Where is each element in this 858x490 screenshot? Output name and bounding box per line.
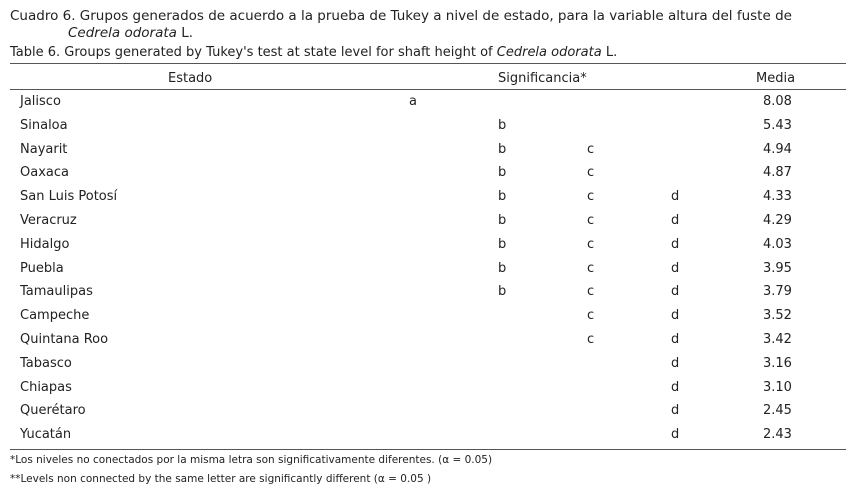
table-bottom-rule — [10, 449, 846, 450]
row-media: 2.43 — [763, 427, 792, 443]
row-group-d: d — [671, 260, 680, 276]
row-group-d: d — [671, 379, 680, 395]
caption-english-species: Cedrela odorata — [496, 45, 602, 60]
row-group-d: d — [671, 213, 680, 228]
row-estado: Sinaloa — [20, 117, 68, 133]
row-estado: Chiapas — [20, 379, 72, 395]
row-media: 3.16 — [763, 355, 792, 371]
row-group-b: b — [498, 213, 507, 228]
row-group-c: c — [587, 260, 595, 276]
row-group-d: d — [671, 284, 680, 300]
row-group-c: c — [587, 213, 595, 228]
caption-spanish — [10, 8, 848, 42]
row-media: 3.52 — [763, 308, 792, 324]
header-significancia: Significancia* — [498, 71, 587, 86]
row-media: 4.94 — [763, 141, 792, 157]
header-bottom-rule — [10, 89, 846, 90]
row-group-b: b — [498, 189, 507, 205]
row-media: 3.95 — [763, 260, 792, 276]
row-group-c: c — [587, 236, 595, 252]
row-estado: Oaxaca — [20, 165, 69, 181]
caption-english-prefix: Table 6. Groups generated by Tukey's test at state level for shaft height of — [10, 45, 497, 60]
row-group-b: b — [498, 141, 507, 157]
row-group-b: b — [498, 117, 507, 133]
caption-english — [10, 45, 617, 61]
row-group-c: c — [587, 165, 595, 181]
row-media: 4.29 — [763, 213, 792, 228]
row-media: 4.03 — [763, 236, 792, 252]
row-group-a: a — [409, 94, 417, 109]
row-group-d: d — [671, 427, 680, 443]
row-estado: Veracruz — [20, 213, 77, 228]
row-media: 4.87 — [763, 165, 792, 181]
caption-english-author: L. — [601, 45, 618, 60]
row-group-c: c — [587, 141, 595, 157]
row-estado: Querétaro — [20, 403, 86, 419]
row-group-c: c — [587, 189, 595, 205]
row-group-b: b — [498, 236, 507, 252]
row-estado: Puebla — [20, 260, 64, 276]
row-estado: Tamaulipas — [20, 284, 93, 300]
row-media: 3.42 — [763, 332, 792, 347]
row-group-d: d — [671, 355, 680, 371]
caption-spanish-line2 — [10, 25, 848, 42]
row-estado: Tabasco — [20, 355, 72, 371]
row-estado: Hidalgo — [20, 236, 70, 252]
row-group-d: d — [671, 236, 680, 252]
row-group-d: d — [671, 189, 680, 205]
footnote-spanish: *Los niveles no conectados por la misma letra son significativamente diferentes. (α = 0.05) — [10, 454, 493, 466]
caption-spanish-species: Cedrela odorata — [68, 25, 177, 41]
row-estado: Nayarit — [20, 141, 68, 157]
row-media: 4.33 — [763, 189, 792, 205]
footnote-english: **Levels non connected by the same letter are significantly different (α = 0.05 ) — [10, 473, 432, 485]
row-group-d: d — [671, 308, 680, 324]
row-group-c: c — [587, 332, 595, 347]
row-media: 3.79 — [763, 284, 792, 300]
header-media: Media — [756, 71, 796, 86]
header-estado: Estado — [168, 71, 213, 86]
row-group-d: d — [671, 403, 680, 419]
row-group-b: b — [498, 165, 507, 181]
row-media: 2.45 — [763, 403, 792, 419]
row-estado: Quintana Roo — [20, 332, 109, 347]
caption-spanish-author: L. — [176, 25, 194, 41]
row-media: 8.08 — [763, 94, 792, 109]
row-estado: Jalisco — [20, 94, 61, 109]
row-group-c: c — [587, 308, 595, 324]
row-estado: San Luis Potosí — [20, 189, 118, 205]
row-group-c: c — [587, 284, 595, 300]
caption-spanish-line1: Cuadro 6. Grupos generados de acuerdo a la prueba de Tukey a nivel de estado, para la variable altura del fuste de — [10, 8, 792, 24]
table-top-rule — [10, 63, 846, 64]
row-estado: Campeche — [20, 308, 90, 324]
row-group-b: b — [498, 260, 507, 276]
row-media: 3.10 — [763, 379, 792, 395]
row-media: 5.43 — [763, 117, 792, 133]
row-group-b: b — [498, 284, 507, 300]
row-group-d: d — [671, 332, 680, 347]
row-estado: Yucatán — [20, 427, 72, 443]
